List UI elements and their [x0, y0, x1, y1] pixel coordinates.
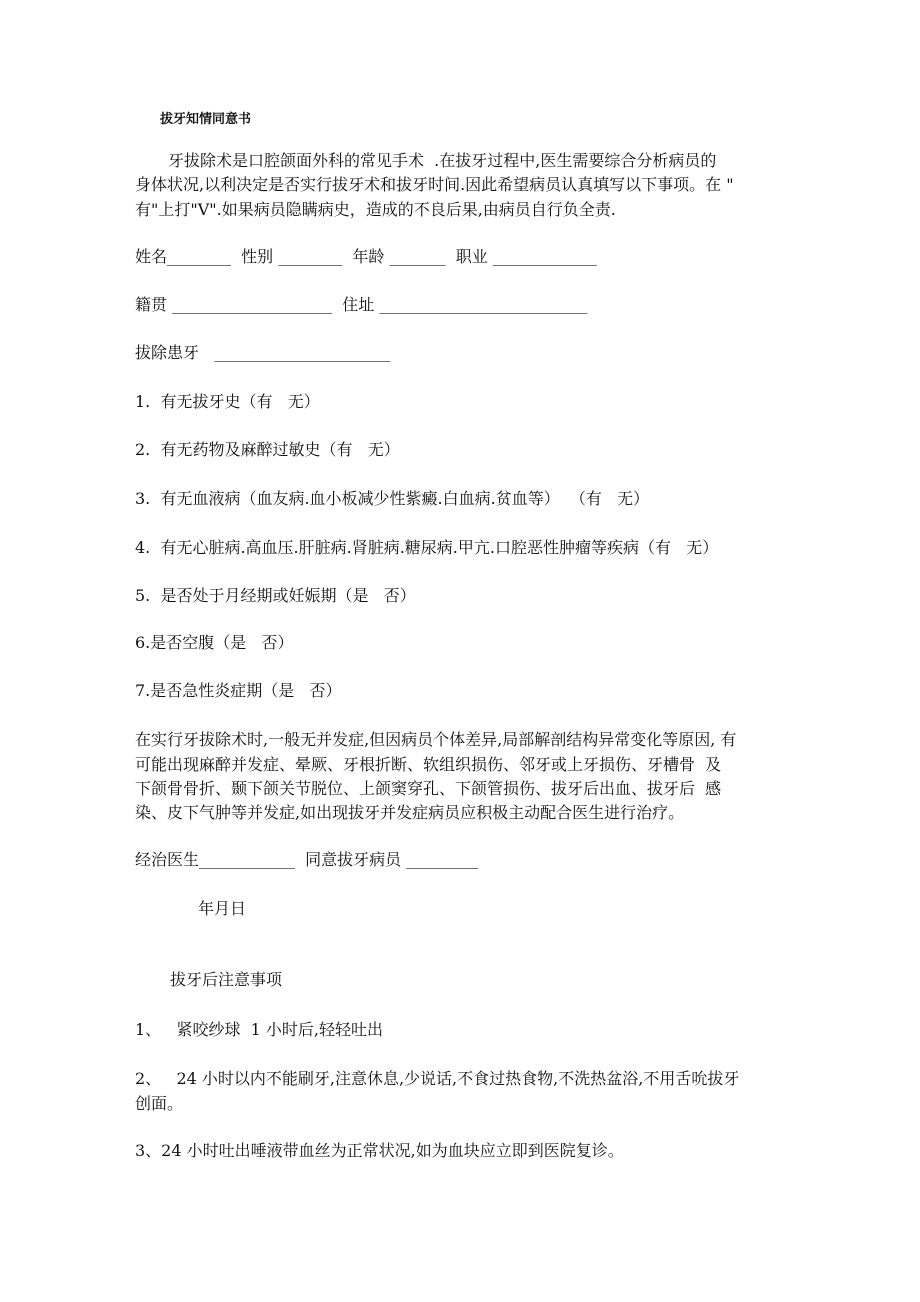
- question-7[interactable]: 7.是否急性炎症期（是 否）: [135, 681, 342, 700]
- aftercare-item-2-continued: 创面。: [135, 1094, 184, 1113]
- question-4[interactable]: 4. 有无心脏病.高血压.肝脏病.肾脏病.糖尿病.甲亢.口腔恶性肿瘤等疾病（有 无）: [135, 538, 719, 557]
- intro-line-2: 身体状况,以利决定是否实行拔牙术和拔牙时间.因此希望病员认真填写以下事项。在 ": [135, 175, 734, 194]
- risk-text-line-2: 可能出现麻醉并发症、晕厥、牙根折断、软组织损伤、邻牙或上牙损伤、牙槽骨 及: [135, 755, 722, 774]
- intro-line-3: 有"上打"V".如果病员隐瞒病史，造成的不良后果,由病员自行负全责.: [135, 200, 616, 219]
- document-title: 拔牙知情同意书: [160, 112, 252, 127]
- question-2[interactable]: 2. 有无药物及麻醉过敏史（有 无）: [135, 440, 400, 459]
- personal-info-field-row-2[interactable]: 籍贯 ____________________ 住址 __________________________: [135, 295, 588, 314]
- intro-line-1: 牙拔除术是口腔颌面外科的常见手术 .在拔牙过程中,医生需要综合分析病员的: [168, 151, 717, 170]
- extraction-tooth-field[interactable]: 拔除患牙 ______________________: [135, 343, 391, 362]
- question-6[interactable]: 6.是否空腹（是 否）: [135, 633, 294, 652]
- personal-info-field-row-1[interactable]: 姓名________ 性别 ________ 年龄 _______ 职业 _____________: [135, 247, 597, 266]
- aftercare-heading: 拔牙后注意事项: [170, 970, 283, 989]
- risk-text-line-4: 染、皮下气肿等并发症,如出现拔牙并发症病员应积极主动配合医生进行治疗。: [135, 803, 685, 822]
- aftercare-item-2: 2、 24 小时以内不能刷牙,注意休息,少说话,不食过热食物,不洗热盆浴,不用舌吮拔牙: [135, 1069, 740, 1088]
- signature-fields[interactable]: 经治医生____________ 同意拔牙病员 _________: [135, 850, 479, 869]
- date-label: 年月日: [198, 899, 247, 918]
- risk-text-line-1: 在实行牙拔除术时,一般无并发症,但因病员个体差异,局部解剖结构异常变化等原因, 有: [135, 730, 737, 749]
- aftercare-item-3: 3、24 小时吐出唾液带血丝为正常状况,如为血块应立即到医院复诊。: [135, 1141, 624, 1160]
- risk-text-line-3: 下颌骨骨折、颞下颌关节脱位、上颌窦穿孔、下颌管损伤、拔牙后出血、拔牙后 感: [135, 779, 722, 798]
- aftercare-item-1: 1、 紧咬纱球 1 小时后,轻轻吐出: [135, 1020, 383, 1039]
- question-1[interactable]: 1. 有无拔牙史（有 无）: [135, 392, 320, 411]
- question-3[interactable]: 3. 有无血液病（血友病.血小板减少性紫癜.白血病.贫血等） （有 无）: [135, 489, 650, 508]
- question-5[interactable]: 5. 是否处于月经期或妊娠期（是 否）: [135, 586, 416, 605]
